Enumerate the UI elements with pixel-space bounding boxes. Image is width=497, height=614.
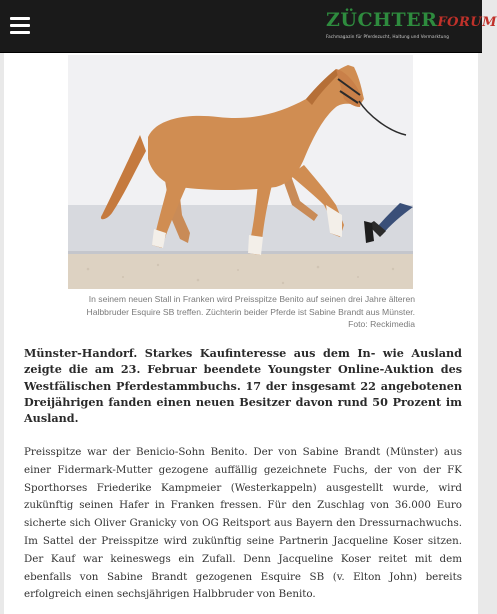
logo-tagline: Fachmagazin für Pferdezucht, Haltung und Vermarktung xyxy=(326,34,449,39)
logo-text-main: ZÜCHTER xyxy=(326,9,438,31)
article-body: Preisspitze war der Benicio-Sohn Benito. Der von Sabine Brandt (Münster) aus einer Fidermark-Mutter gezogene auffällig gezeichnete Fuchs, der von der FK Sporthorses Friederike Kampmeier (Westerkappeln) ausgestellt wurde, wird zukünftig seinen Hafer in Franken fressen. Für den Zuschlag von 36.000 Euro sicherte sich Oliver Granicky von OG Reitsport aus Bayern den Dressurnachwuchs. Im Sattel der Preisspitze wird zukünftig seine Partnerin Jacqueline Koser sitzen. Der Kauf war keineswegs ein Zufall. Denn Jacqueline Koser reitet mit dem ebenfalls von Sabine Brandt gezogenen Esquire SB (v. Elton John) bereits erfolgreich einen sechsjährigen Halbbruder von Benito. xyxy=(24,446,462,601)
image-caption: In seinem neuen Stall in Franken wird Preisspitze Benito auf seinen drei Jahre älteren Halbbruder Esquire SB treffen. Züchterin beider Pferde ist Sabine Brandt aus Münster. Foto: Reckimedia xyxy=(86,294,415,329)
logo-text-accent: FORUM xyxy=(437,15,497,30)
site-header xyxy=(0,0,497,53)
article-content xyxy=(4,53,478,614)
page-margin xyxy=(493,53,497,614)
hamburger-menu-icon[interactable] xyxy=(10,17,30,34)
site-logo[interactable] xyxy=(326,9,497,46)
article-photo xyxy=(68,55,413,289)
article-lead: Münster-Handorf. Starkes Kaufinteresse aus dem In- wie Ausland zeigte die am 23. Februar beendete Youngster Online-Auktion des Westfälischen Pferdestammbuchs. 17 der insgesamt 22 angebotenen Dreijährigen fanden einen neuen Besitzer davon rund 50 Prozent im Ausland. xyxy=(24,346,462,426)
